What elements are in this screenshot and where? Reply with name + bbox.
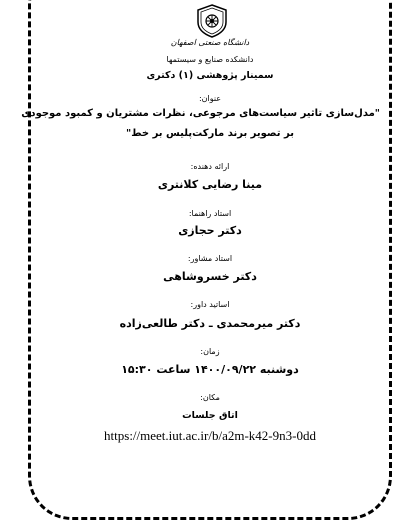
place-room: اتاق جلسات — [182, 410, 238, 421]
time-label: زمان: — [200, 347, 220, 356]
supervisor-name: دکتر حجازی — [178, 224, 242, 237]
seminar-title: سمینار پژوهشی (۱) دکتری — [146, 70, 274, 81]
topic-label: عنوان: — [198, 94, 222, 103]
university-name-logotype: دانشگاه صنعتی اصفهان — [170, 38, 250, 47]
university-seal-icon — [196, 4, 228, 38]
faculty-name: دانشکده صنایع و سیستمها — [166, 55, 254, 64]
presenter-name: مینا رضایی کلانتری — [157, 178, 263, 191]
topic-line-2: بر تصویر برند مارکت‌پلیس بر خط" — [125, 128, 294, 139]
presenter-label: ارائه دهنده: — [190, 162, 230, 171]
supervisor-label: استاد راهنما: — [188, 209, 232, 218]
advisor-name: دکتر خسروشاهی — [163, 270, 257, 283]
referees-names: دکتر میرمحمدی ـ دکتر طالعی‌زاده — [119, 317, 301, 330]
topic-line-1: "مدل‌سازی تاثیر سیاست‌های مرجوعی، نظرات مشتریان و کمبود موجودی — [21, 108, 380, 119]
time-value: دوشنبه ۱۴۰۰/۰۹/۲۲ ساعت ۱۵:۳۰ — [121, 363, 299, 376]
place-label: مکان: — [200, 393, 220, 402]
referees-label: اساتید داور: — [190, 300, 230, 309]
advisor-label: استاد مشاور: — [187, 254, 233, 263]
meeting-link[interactable]: https://meet.iut.ac.ir/b/a2m-k42-9n3-0dd — [104, 428, 316, 443]
